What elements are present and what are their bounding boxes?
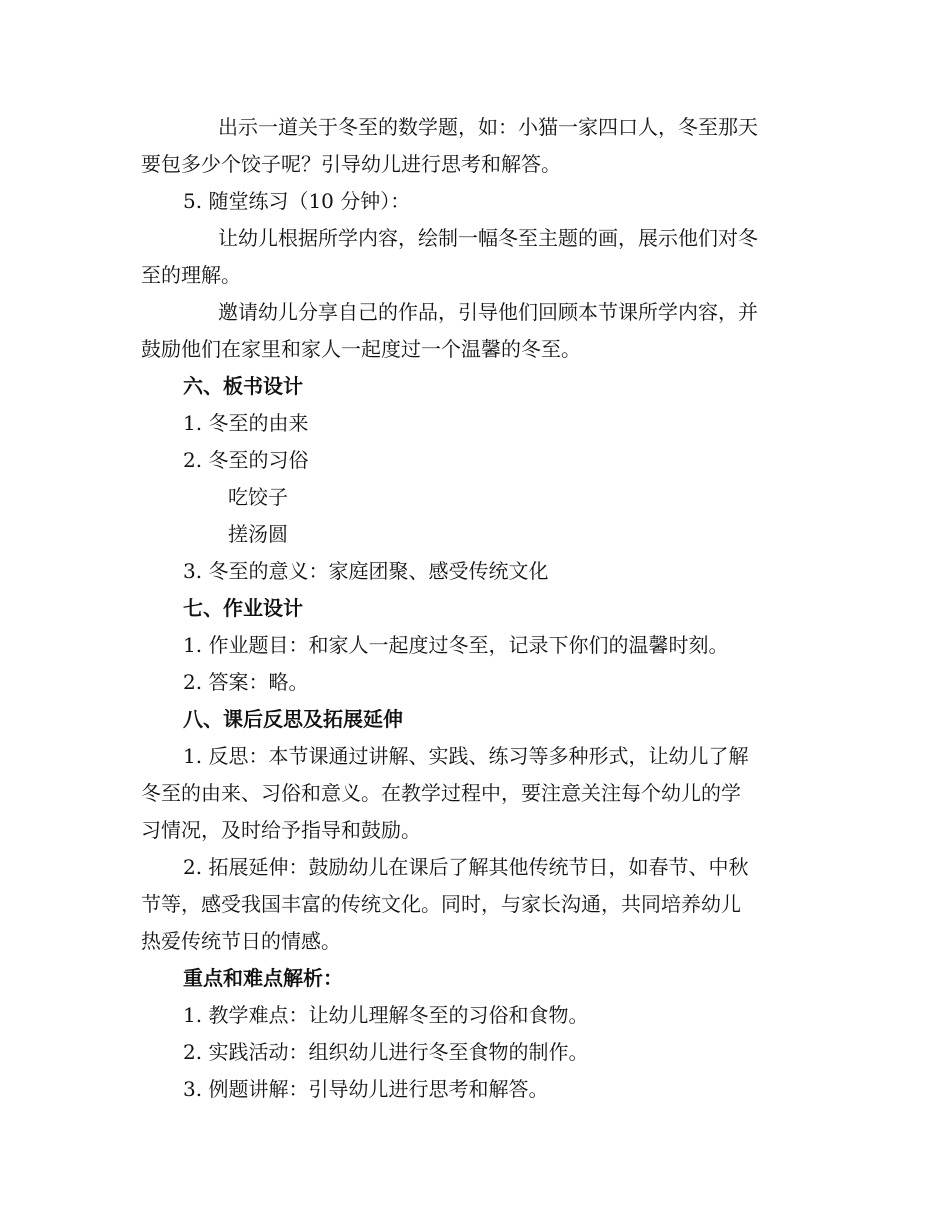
- sub-list-item: 吃饺子: [228, 485, 288, 509]
- paragraph-line: 习情况，及时给予指导和鼓励。: [141, 818, 421, 842]
- paragraph-line: 出示一道关于冬至的数学题，如：小猫一家四口人，冬至那天: [218, 115, 758, 139]
- section-heading: 七、作业设计: [183, 596, 303, 620]
- list-item: 1. 冬至的由来: [183, 411, 309, 435]
- list-item: 1. 反思：本节课通过讲解、实践、练习等多种形式，让幼儿了解: [183, 744, 749, 768]
- list-item: 2. 冬至的习俗: [183, 448, 309, 472]
- paragraph-line: 节等，感受我国丰富的传统文化。同时，与家长沟通，共同培养幼儿: [141, 892, 741, 916]
- list-item: 5. 随堂练习（10 分钟）：: [183, 189, 411, 213]
- list-item: 2. 答案：略。: [183, 670, 309, 694]
- paragraph-line: 鼓励他们在家里和家人一起度过一个温馨的冬至。: [141, 337, 581, 361]
- list-item: 1. 作业题目：和家人一起度过冬至，记录下你们的温馨时刻。: [183, 633, 729, 657]
- list-item: 2. 拓展延伸：鼓励幼儿在课后了解其他传统节日，如春节、中秋: [183, 855, 749, 879]
- paragraph-line: 至的理解。: [141, 263, 241, 287]
- section-heading: 六、板书设计: [183, 374, 303, 398]
- list-item: 2. 实践活动：组织幼儿进行冬至食物的制作。: [183, 1040, 589, 1064]
- list-item: 3. 例题讲解：引导幼儿进行思考和解答。: [183, 1077, 549, 1101]
- section-heading: 重点和难点解析：: [183, 966, 343, 990]
- section-heading: 八、课后反思及拓展延伸: [183, 707, 403, 731]
- paragraph-line: 让幼儿根据所学内容，绘制一幅冬至主题的画，展示他们对冬: [218, 226, 758, 250]
- paragraph-line: 要包多少个饺子呢？引导幼儿进行思考和解答。: [141, 152, 561, 176]
- sub-list-item: 搓汤圆: [228, 522, 288, 546]
- paragraph-line: 冬至的由来、习俗和意义。在教学过程中，要注意关注每个幼儿的学: [141, 781, 741, 805]
- paragraph-line: 热爱传统节日的情感。: [141, 929, 341, 953]
- list-item: 3. 冬至的意义：家庭团聚、感受传统文化: [183, 559, 549, 583]
- list-item: 1. 教学难点：让幼儿理解冬至的习俗和食物。: [183, 1003, 589, 1027]
- paragraph-line: 邀请幼儿分享自己的作品，引导他们回顾本节课所学内容，并: [218, 300, 758, 324]
